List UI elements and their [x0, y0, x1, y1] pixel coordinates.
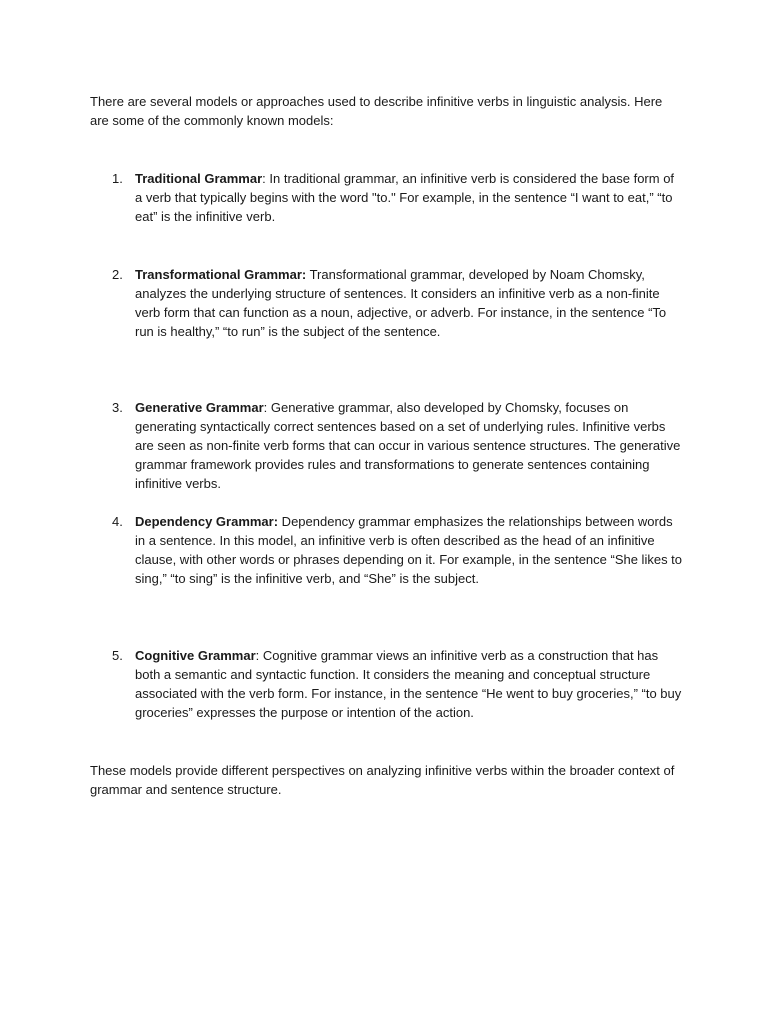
list-item-body	[135, 265, 683, 341]
list-item-term: Traditional Grammar	[135, 171, 263, 186]
list-item-number: 2.	[112, 267, 123, 282]
list-item-number: 4.	[112, 514, 123, 529]
list-item-text: Cognitive grammar views an infinitive verb as a construction that has both a semantic and syntactic function. It considers the meaning and conceptual structure associated with the verb form. For instance, in the sentence “He went to buy groceries,” “to buy groceries” expresses the purpose or intention of the action.	[135, 648, 682, 720]
list-item-body	[135, 398, 683, 493]
list-item-term: Cognitive Grammar	[135, 648, 256, 663]
list-item-text: Dependency grammar emphasizes the relationships between words in a sentence. In this model, an infinitive verb is often described as the head of an infinitive clause, with other words or phrases depending on it. For example, in the sentence “She likes to sing,” “to sing” is the infinitive verb, and “She” is the subject.	[135, 514, 683, 586]
list-item-number: 1.	[112, 171, 123, 186]
list-item-separator: :	[262, 171, 266, 186]
list-item-body	[135, 512, 683, 588]
list-item-text: In traditional grammar, an infinitive verb is considered the base form of a verb that typically begins with the word "to." For example, in the sentence “I want to eat,” “to eat” is the infinitive verb.	[135, 171, 675, 224]
list-item-term: Dependency Grammar:	[135, 514, 279, 529]
list-item-body	[135, 646, 683, 722]
list-item-number: 3.	[112, 400, 123, 415]
list-item-term: Generative Grammar	[135, 400, 264, 415]
list-item-separator: :	[255, 648, 260, 663]
list-item-text: Transformational grammar, developed by Noam Chomsky, analyzes the underlying structure of sentences. It considers an infinitive verb as a non-finite verb form that can function as a noun, adjective, or adverb. For instance, in the sentence “To run is healthy,” “to run” is the subject of the sentence.	[135, 267, 667, 339]
list-item-body	[135, 169, 683, 226]
list-item-term: Transformational Grammar:	[135, 267, 307, 282]
list-item-separator: :	[263, 400, 268, 415]
intro-paragraph: There are several models or approaches used to describe infinitive verbs in linguistic analysis. Here are some of the commonly known models:	[90, 94, 663, 128]
list-item-text: Generative grammar, also developed by Chomsky, focuses on generating syntactically correct sentences based on a set of underlying rules. Infinitive verbs are seen as non-finite verb forms that can occur in various sentence structures. The generative grammar framework provides rules and transformations to generate sentences containing infinitive verbs.	[135, 400, 681, 491]
list-item-number: 5.	[112, 648, 123, 663]
outro-paragraph: These models provide different perspectives on analyzing infinitive verbs within the broader context of grammar and sentence structure.	[90, 763, 675, 797]
